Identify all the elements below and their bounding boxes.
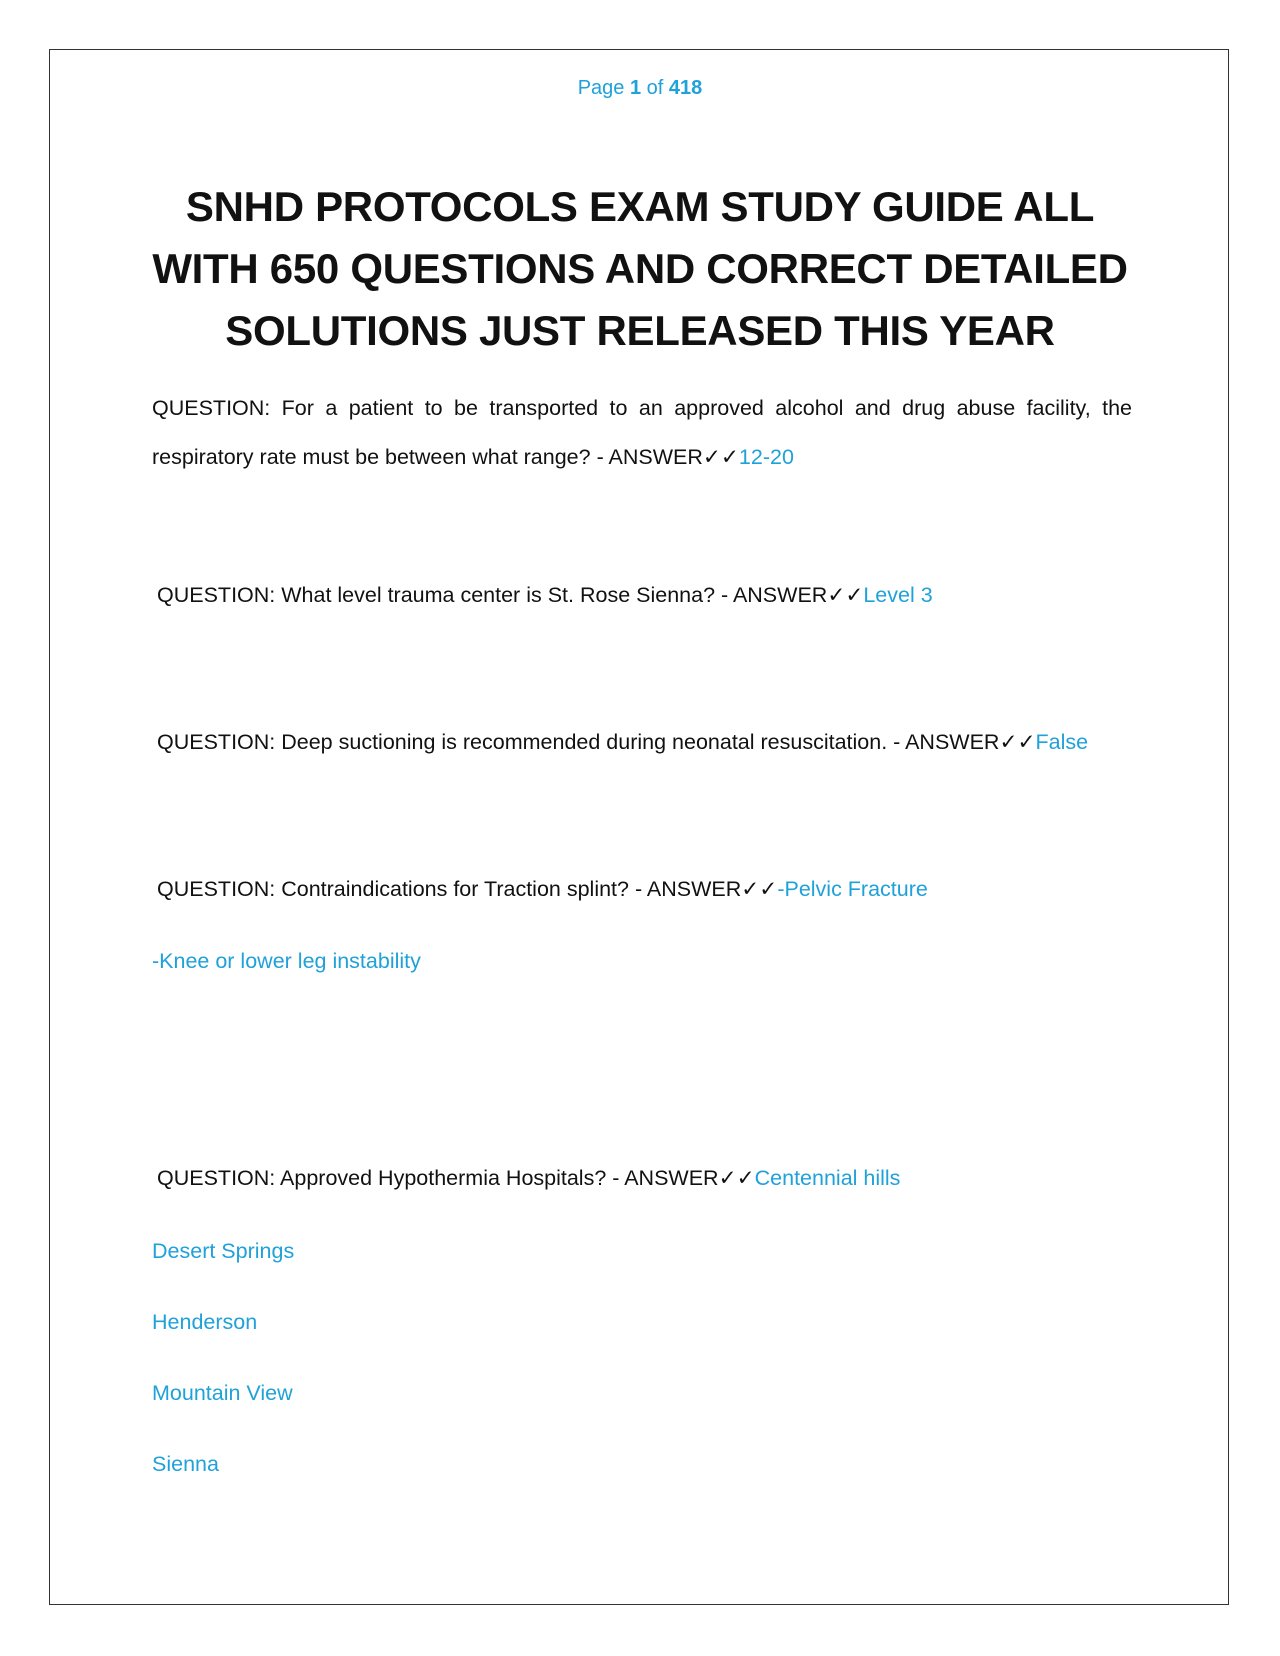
checkmark-icon: ✓✓	[702, 445, 739, 469]
answer-line: Desert Springs	[152, 1239, 295, 1263]
page-label: Page	[577, 77, 625, 99]
answer-line: Henderson	[152, 1310, 258, 1334]
question-text: QUESTION: Deep suctioning is recommended during neonatal resuscitation. - ANSWER	[157, 730, 1000, 754]
qa-item-4	[157, 875, 928, 903]
checkmark-icon: ✓✓	[718, 1166, 755, 1190]
document-title: SNHD PROTOCOLS EXAM STUDY GUIDE ALL WITH 650 QUESTIONS AND CORRECT DETAILED SOLUTIONS JUST RELEASED THIS YEAR	[152, 183, 1128, 354]
page-of-label: of	[646, 77, 664, 99]
answer-line: Mountain View	[152, 1381, 293, 1405]
question-text: QUESTION: Contraindications for Traction splint? - ANSWER	[157, 877, 742, 901]
page-current: 1	[629, 77, 642, 99]
qa-item-5	[157, 1164, 900, 1192]
answer-text: Level 3	[863, 583, 933, 607]
checkmark-icon: ✓✓	[741, 877, 778, 901]
answer-text: Centennial hills	[754, 1166, 901, 1190]
checkmark-icon: ✓✓	[827, 583, 864, 607]
answer-text: 12-20	[738, 445, 794, 469]
answer-line: -Knee or lower leg instability	[152, 949, 421, 973]
question-text: QUESTION: Approved Hypothermia Hospitals? - ANSWER	[157, 1166, 719, 1190]
answer-line: Sienna	[152, 1452, 219, 1476]
qa-item-3	[157, 728, 1088, 756]
question-text: QUESTION: For a patient to be transported to an approved alcohol and drug abuse facility, the respiratory rate must be between what range? - ANSWER	[152, 396, 1132, 469]
question-text: QUESTION: What level trauma center is St. Rose Sienna? - ANSWER	[157, 583, 828, 607]
answer-text: -Pelvic Fracture	[777, 877, 928, 901]
qa-item-1	[152, 384, 1132, 482]
answer-text: False	[1035, 730, 1089, 754]
page-total: 418	[668, 77, 703, 99]
checkmark-icon: ✓✓	[999, 730, 1036, 754]
qa-item-2	[157, 581, 933, 609]
page-number	[0, 77, 1280, 100]
